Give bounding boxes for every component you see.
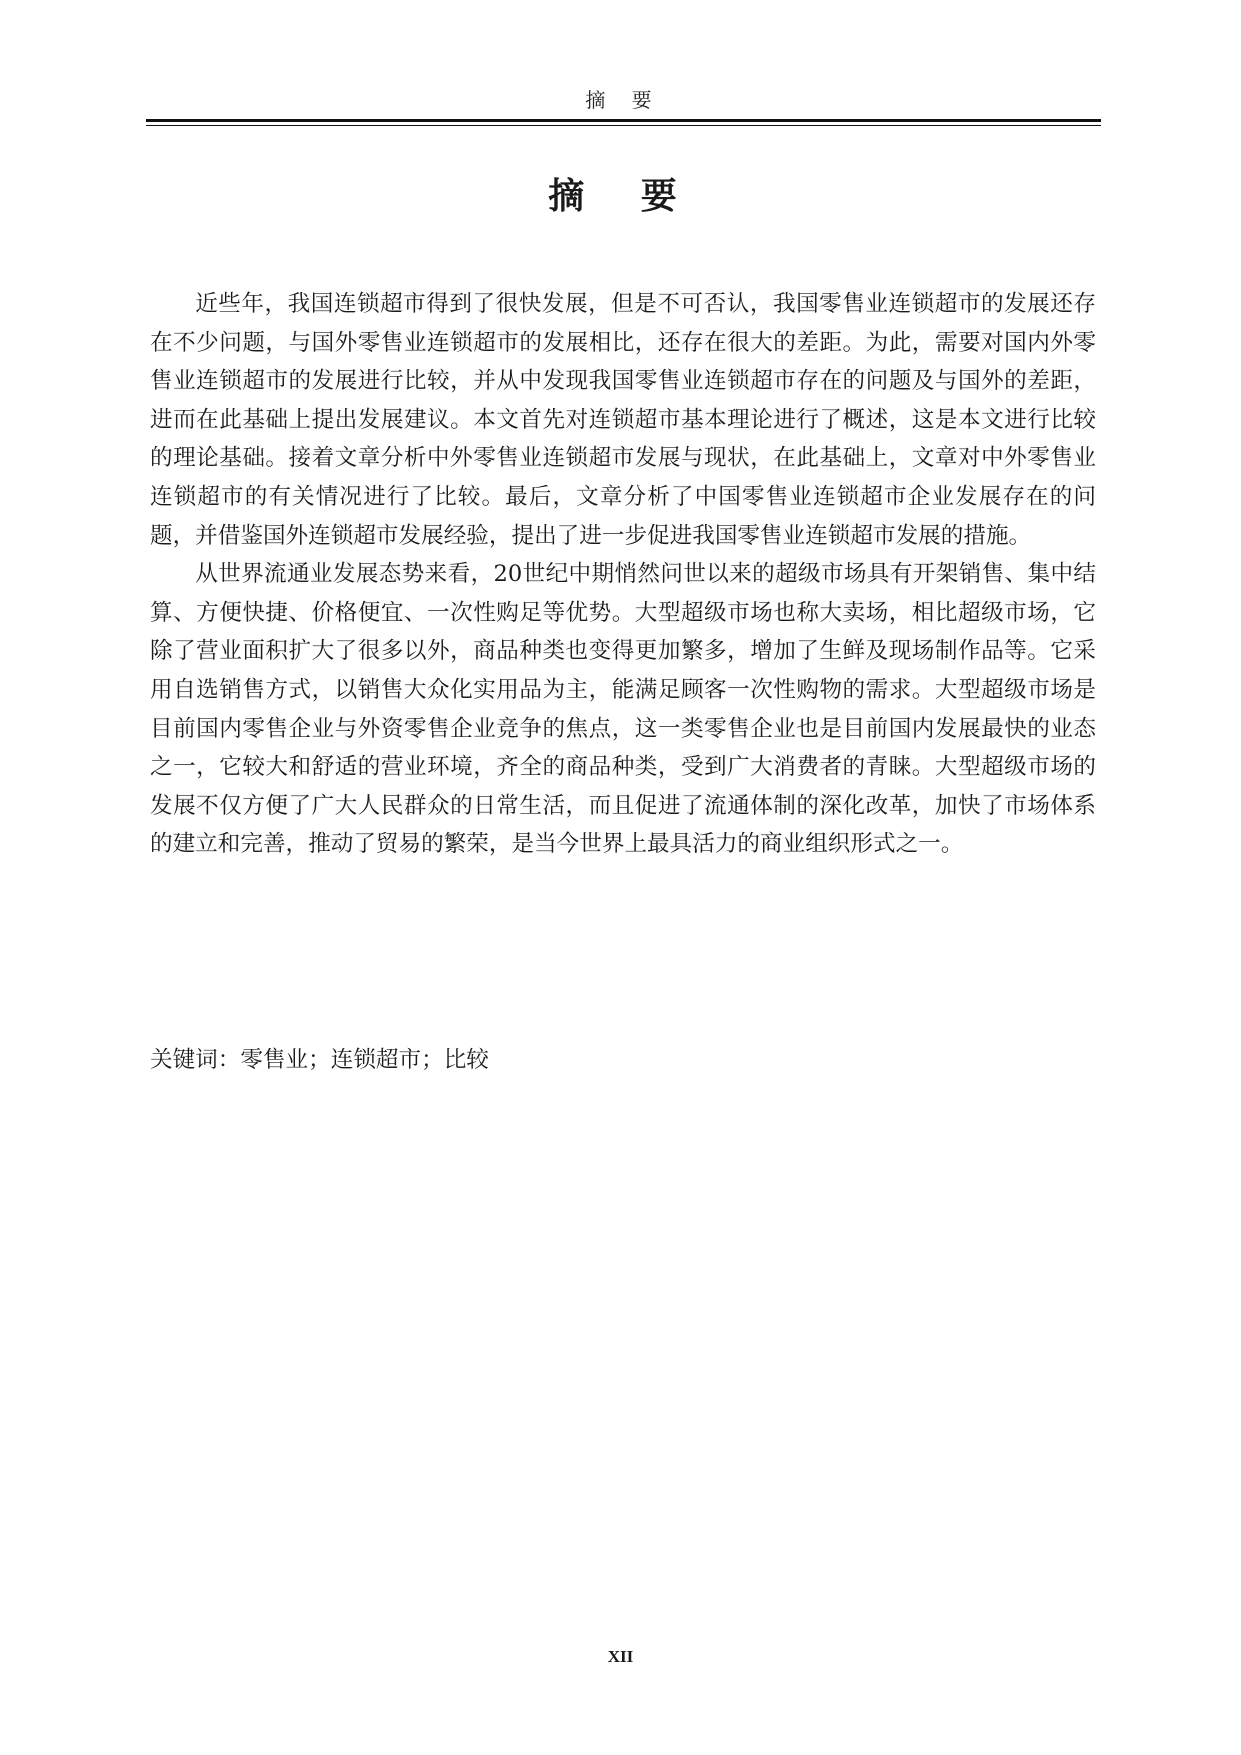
page-title: 摘 要	[548, 176, 699, 217]
abstract-paragraph-1: 近些年，我国连锁超市得到了很快发展，但是不可否认，我国零售业连锁超市的发展还存在不少问题，与国外零售业连锁超市的发展相比，还存在很大的差距。为此，需要对国内外零售业连锁超市的发展进行比较，并从中发现我国零售业连锁超市存在的问题及与国外的差距，进而在此基础上提出发展建议。本文首先对连锁超市基本理论进行了概述，这是本文进行比较的理论基础。接着文章分析中外零售业连锁超市发展与现状，在此基础上，文章对中外零售业连锁超市的有关情况进行了比较。最后，文章分析了中国零售业连锁超市企业发展存在的问题，并借鉴国外连锁超市发展经验，提出了进一步促进我国零售业连锁超市发展的措施。	[150, 291, 1096, 549]
abstract-body	[150, 285, 1096, 864]
running-header: 摘 要	[585, 88, 662, 112]
header-rule-thin	[146, 125, 1101, 126]
keywords-line: 关键词：零售业；连锁超市；比较	[150, 1047, 489, 1073]
page-number: XII	[607, 1647, 634, 1666]
abstract-paragraph-2: 从世界流通业发展态势来看，20世纪中期悄然问世以来的超级市场具有开架销售、集中结算、方便快捷、价格便宜、一次性购足等优势。大型超级市场也称大卖场，相比超级市场，它除了营业面积扩大了很多以外，商品种类也变得更加繁多，增加了生鲜及现场制作品等。它采用自选销售方式，以销售大众化实用品为主，能满足顾客一次性购物的需求。大型超级市场是目前国内零售企业与外资零售企业竞争的焦点，这一类零售企业也是目前国内发展最快的业态之一，它较大和舒适的营业环境，齐全的商品种类，受到广大消费者的青睐。大型超级市场的发展不仅方便了广大人民群众的日常生活，而且促进了流通体制的深化改革，加快了市场体系的建立和完善，推动了贸易的繁荣，是当今世界上最具活力的商业组织形式之一。	[150, 561, 1096, 858]
header-rule-thick	[146, 119, 1101, 122]
